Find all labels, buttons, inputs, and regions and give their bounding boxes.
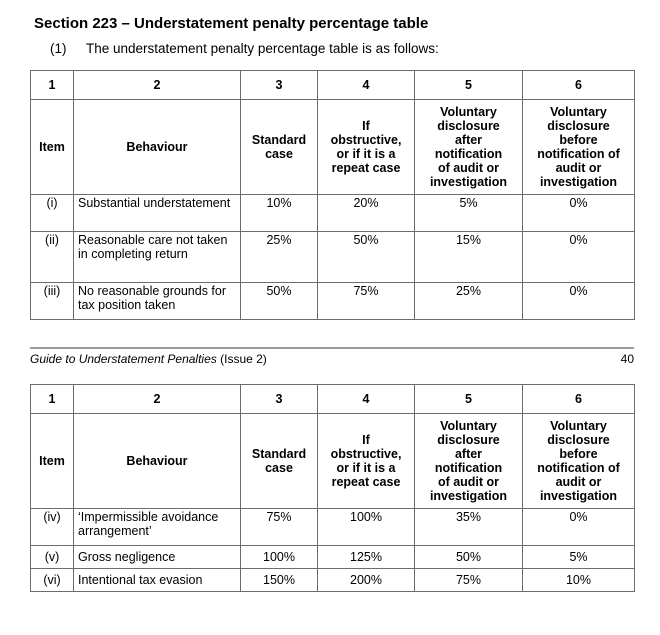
column-number: 3 bbox=[241, 385, 318, 414]
header-row bbox=[31, 100, 635, 195]
header-obstructive bbox=[318, 100, 415, 195]
header-line: audit or bbox=[555, 475, 602, 489]
column-number: 4 bbox=[318, 385, 415, 414]
header-line: investigation bbox=[539, 489, 618, 503]
column-number: 5 bbox=[415, 71, 523, 100]
penalty-table-part-1 bbox=[30, 70, 635, 320]
header-line: repeat case bbox=[331, 475, 401, 489]
behaviour-cell: No reasonable grounds for tax position taken bbox=[74, 283, 241, 320]
item-number: (vi) bbox=[31, 569, 74, 592]
column-number: 4 bbox=[318, 71, 415, 100]
disclosure-after-cell: 15% bbox=[415, 232, 523, 283]
item-number: (iii) bbox=[31, 283, 74, 320]
header-line: case bbox=[265, 461, 293, 475]
header-line: obstructive, bbox=[330, 447, 402, 461]
item-number: (v) bbox=[31, 546, 74, 569]
table-row bbox=[31, 195, 635, 232]
disclosure-before-cell: 0% bbox=[523, 232, 635, 283]
header-line: If bbox=[362, 119, 370, 133]
behaviour-cell: Reasonable care not taken in completing return bbox=[74, 232, 241, 283]
header-row bbox=[31, 414, 635, 509]
table-row bbox=[31, 509, 635, 546]
header-before bbox=[523, 414, 635, 509]
behaviour-cell: Intentional tax evasion bbox=[74, 569, 241, 592]
disclosure-before-cell: 5% bbox=[523, 546, 635, 569]
standard-case-cell: 100% bbox=[241, 546, 318, 569]
column-number: 2 bbox=[74, 385, 241, 414]
disclosure-before-cell: 0% bbox=[523, 509, 635, 546]
page-number: 40 bbox=[620, 352, 634, 366]
column-number: 6 bbox=[523, 385, 635, 414]
item-number: (ii) bbox=[31, 232, 74, 283]
obstructive-cell: 20% bbox=[318, 195, 415, 232]
standard-case-cell: 75% bbox=[241, 509, 318, 546]
header-line: notification bbox=[434, 147, 503, 161]
header-behaviour: Behaviour bbox=[74, 414, 241, 509]
header-line: of audit or bbox=[437, 161, 500, 175]
header-before bbox=[523, 100, 635, 195]
standard-case-cell: 25% bbox=[241, 232, 318, 283]
disclosure-before-cell: 0% bbox=[523, 283, 635, 320]
header-line: or if it is a bbox=[336, 147, 396, 161]
column-number: 5 bbox=[415, 385, 523, 414]
penalty-table-part-2 bbox=[30, 384, 635, 592]
obstructive-cell: 200% bbox=[318, 569, 415, 592]
header-line: after bbox=[454, 133, 483, 147]
disclosure-after-cell: 75% bbox=[415, 569, 523, 592]
header-line: If bbox=[362, 433, 370, 447]
header-behaviour: Behaviour bbox=[74, 100, 241, 195]
table-row bbox=[31, 283, 635, 320]
header-line: disclosure bbox=[437, 119, 500, 133]
header-line: Voluntary bbox=[440, 419, 497, 433]
column-number: 1 bbox=[31, 385, 74, 414]
header-line: after bbox=[454, 447, 483, 461]
header-line: repeat case bbox=[331, 161, 401, 175]
column-number: 2 bbox=[74, 71, 241, 100]
header-line: notification of bbox=[537, 461, 620, 475]
disclosure-after-cell: 5% bbox=[415, 195, 523, 232]
header-obstructive bbox=[318, 414, 415, 509]
disclosure-before-cell: 0% bbox=[523, 195, 635, 232]
behaviour-cell: ‘Impermissible avoidance arrangement’ bbox=[74, 509, 241, 546]
header-line: before bbox=[559, 133, 598, 147]
header-line: disclosure bbox=[437, 433, 500, 447]
column-number: 6 bbox=[523, 71, 635, 100]
header-line: case bbox=[265, 147, 293, 161]
header-line: Voluntary bbox=[550, 419, 607, 433]
item-number: (iv) bbox=[31, 509, 74, 546]
header-line: disclosure bbox=[547, 433, 610, 447]
footer-guide-title: Guide to Understatement Penalties bbox=[30, 352, 217, 366]
obstructive-cell: 50% bbox=[318, 232, 415, 283]
header-line: obstructive, bbox=[330, 133, 402, 147]
obstructive-cell: 75% bbox=[318, 283, 415, 320]
header-item: Item bbox=[31, 100, 74, 195]
intro-number: (1) bbox=[50, 41, 67, 56]
header-line: notification of bbox=[537, 147, 620, 161]
behaviour-cell: Substantial understatement bbox=[74, 195, 241, 232]
obstructive-cell: 125% bbox=[318, 546, 415, 569]
column-number-row bbox=[31, 71, 635, 100]
item-number: (i) bbox=[31, 195, 74, 232]
intro-paragraph bbox=[50, 41, 439, 56]
page-footer bbox=[30, 352, 634, 366]
intro-text: The understatement penalty percentage table is as follows: bbox=[86, 41, 439, 56]
header-line: Voluntary bbox=[440, 105, 497, 119]
header-line: notification bbox=[434, 461, 503, 475]
disclosure-after-cell: 35% bbox=[415, 509, 523, 546]
header-line: of audit or bbox=[437, 475, 500, 489]
column-number-row bbox=[31, 385, 635, 414]
column-number: 1 bbox=[31, 71, 74, 100]
disclosure-after-cell: 25% bbox=[415, 283, 523, 320]
table-row bbox=[31, 546, 635, 569]
header-after bbox=[415, 414, 523, 509]
disclosure-after-cell: 50% bbox=[415, 546, 523, 569]
section-heading: Section 223 – Understatement penalty percentage table bbox=[34, 15, 429, 32]
header-line: before bbox=[559, 447, 598, 461]
header-line: investigation bbox=[429, 489, 508, 503]
header-line: audit or bbox=[555, 161, 602, 175]
header-line: investigation bbox=[429, 175, 508, 189]
header-line: investigation bbox=[539, 175, 618, 189]
column-number: 3 bbox=[241, 71, 318, 100]
header-line: or if it is a bbox=[336, 461, 396, 475]
behaviour-cell: Gross negligence bbox=[74, 546, 241, 569]
standard-case-cell: 150% bbox=[241, 569, 318, 592]
header-item: Item bbox=[31, 414, 74, 509]
obstructive-cell: 100% bbox=[318, 509, 415, 546]
standard-case-cell: 50% bbox=[241, 283, 318, 320]
header-line: disclosure bbox=[547, 119, 610, 133]
header-standard bbox=[241, 414, 318, 509]
page-break-rule bbox=[30, 347, 634, 349]
disclosure-before-cell: 10% bbox=[523, 569, 635, 592]
header-line: Voluntary bbox=[550, 105, 607, 119]
header-line: Standard bbox=[251, 447, 307, 461]
table-row bbox=[31, 569, 635, 592]
header-standard bbox=[241, 100, 318, 195]
header-line: Standard bbox=[251, 133, 307, 147]
table-row bbox=[31, 232, 635, 283]
header-after bbox=[415, 100, 523, 195]
standard-case-cell: 10% bbox=[241, 195, 318, 232]
footer-issue: (Issue 2) bbox=[220, 352, 267, 366]
